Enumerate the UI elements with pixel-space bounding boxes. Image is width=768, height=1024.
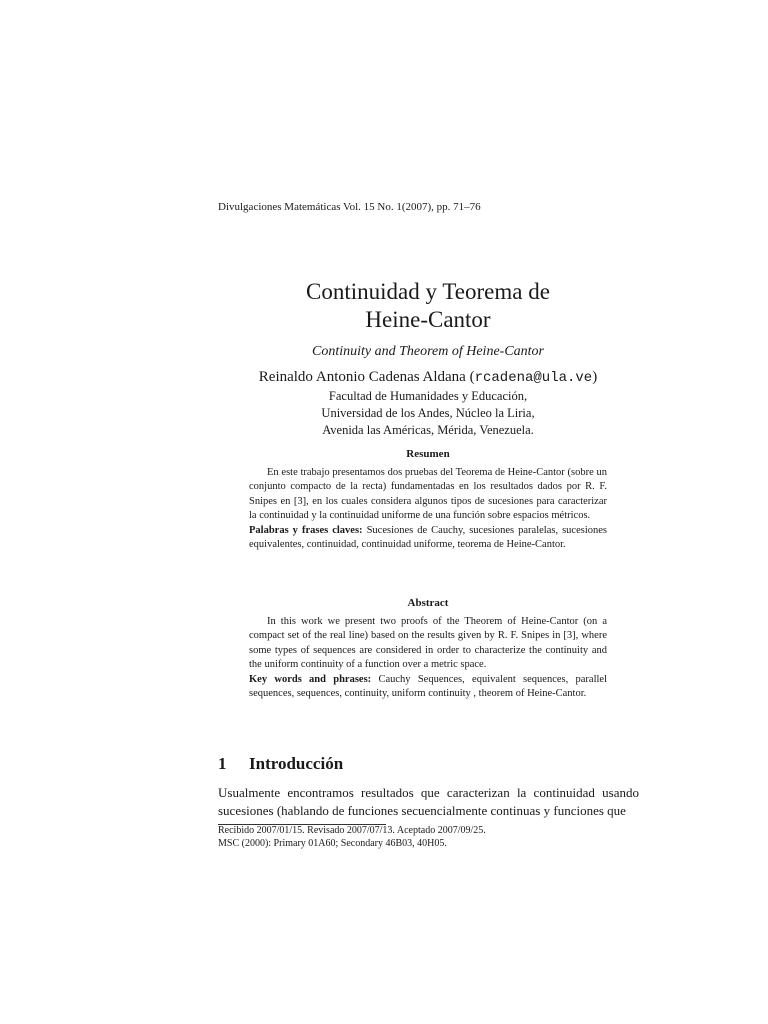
resumen-section xyxy=(249,447,607,553)
footnote-msc: MSC (2000): Primary 01A60; Secondary 46B03, 40H05. xyxy=(218,838,447,849)
affiliation xyxy=(0,388,768,439)
paper-title xyxy=(0,278,768,334)
resumen-keywords-list: Sucesiones de Cauchy, sucesiones paralelas, sucesiones equivalentes, continuidad, continuidad uniforme, teorema de Heine-Cantor. xyxy=(249,524,607,550)
paper-title-line-1: Continuidad y Teorema de xyxy=(306,279,550,304)
paper-title-line-2: Heine-Cantor xyxy=(365,307,491,332)
english-title: Continuity and Theorem of Heine-Cantor xyxy=(311,344,545,359)
affiliation-line-2: Universidad de los Andes, Núcleo la Liria, xyxy=(321,406,535,420)
author-email[interactable]: rcadena@ula.ve xyxy=(474,370,593,386)
author-close-paren: ) xyxy=(592,369,598,385)
abstract-section xyxy=(249,596,607,702)
abstract-text: In this work we present two proofs of the Theorem of Heine-Cantor (on a compact set of the real line) based on the results given by R. F. Snipes in [3], where some types of sequences are considered in order to characterize the continuity and the uniform continuity of a function over a metric space. xyxy=(249,615,607,670)
resumen-keywords-label: Palabras y frases claves: xyxy=(249,524,363,536)
footnotes xyxy=(218,824,486,850)
resumen-heading: Resumen xyxy=(406,448,450,460)
resumen-keywords xyxy=(249,524,607,553)
author-name: Reinaldo Antonio Cadenas Aldana xyxy=(258,369,466,385)
author-open-paren: ( xyxy=(465,369,475,385)
resumen-text: En este trabajo presentamos dos pruebas del Teorema de Heine-Cantor (sobre un conjunto compacto de la recta) fundamentadas en los resultados dados por R. F. Snipes en [3], en los cuales considera algunos tipos de sucesiones para caracterizar la continuidad y la continuidad uniforme de una función sobre espacios métricos. xyxy=(249,466,607,521)
section-heading xyxy=(218,754,343,774)
abstract-keywords xyxy=(249,673,607,702)
abstract-heading: Abstract xyxy=(407,597,449,609)
author-line xyxy=(0,369,768,386)
affiliation-line-1: Facultad de Humanidades y Educación, xyxy=(328,389,528,403)
section-body-text: Usualmente encontramos resultados que caracterizan la continuidad usando sucesiones (hablando de funciones secuencialmente continuas y funciones que xyxy=(218,785,639,818)
journal-header: Divulgaciones Matemáticas Vol. 15 No. 1(2007), pp. 71–76 xyxy=(218,201,481,213)
abstract-keywords-label: Key words and phrases: xyxy=(249,673,372,685)
section-title: Introducción xyxy=(249,754,344,773)
section-number: 1 xyxy=(218,754,227,773)
footnote-dates: Recibido 2007/01/15. Revisado 2007/07/13. Aceptado 2007/09/25. xyxy=(218,825,486,836)
affiliation-line-3: Avenida las Américas, Mérida, Venezuela. xyxy=(322,423,534,437)
abstract-keywords-list: Cauchy Sequences, equivalent sequences, parallel sequences, sequences, continuity, uniform continuity , theorem of Heine-Cantor. xyxy=(249,673,607,699)
